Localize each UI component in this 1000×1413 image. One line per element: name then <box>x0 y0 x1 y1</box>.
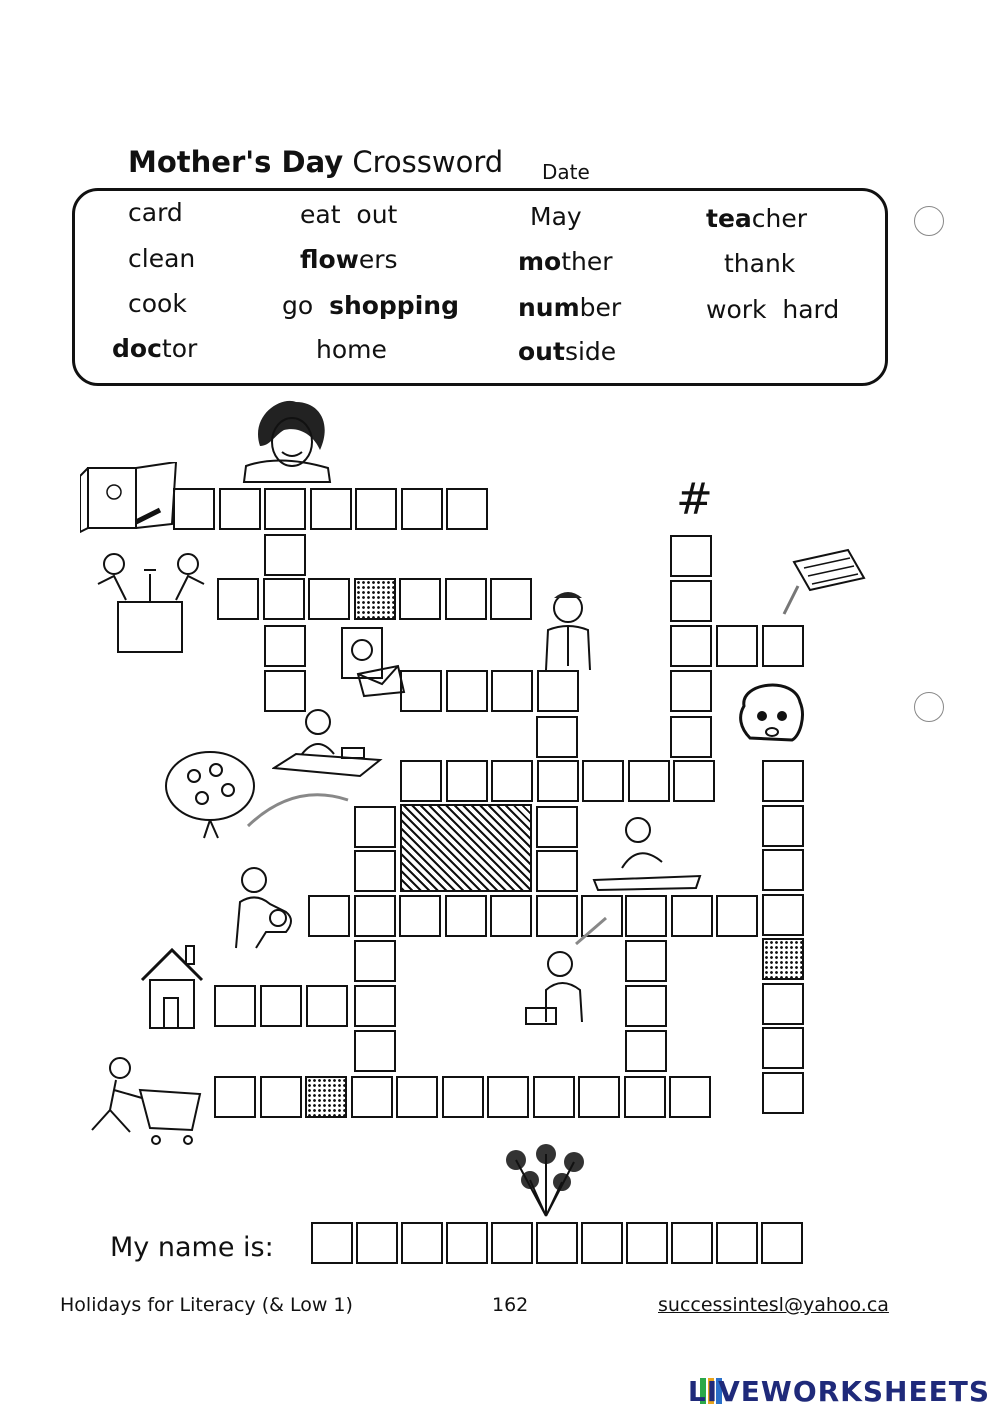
page-title <box>128 145 503 179</box>
crossword-cell[interactable] <box>491 760 533 802</box>
crossword-cell[interactable] <box>762 760 804 802</box>
crossword-cell[interactable] <box>716 1222 758 1264</box>
crossword-cell[interactable] <box>260 1076 302 1118</box>
crossword-cell[interactable] <box>354 985 396 1027</box>
crossword-cell[interactable] <box>537 760 579 802</box>
crossword-cell[interactable] <box>761 1222 803 1264</box>
crossword-cell[interactable] <box>625 985 667 1027</box>
shopping-cart-picture <box>80 1054 208 1146</box>
crossword-cell[interactable] <box>308 895 350 937</box>
crossword-cell[interactable] <box>401 1222 443 1264</box>
calendar-picture <box>770 544 866 620</box>
word-bank-item: clean <box>128 244 196 273</box>
binder-hole <box>914 206 944 236</box>
crossword-cell[interactable] <box>310 488 352 530</box>
crossword-cell[interactable] <box>716 625 758 667</box>
word-bank-item: home <box>316 335 387 364</box>
crossword-cell[interactable] <box>400 670 442 712</box>
crossword-cell[interactable] <box>533 1076 575 1118</box>
crossword-cell[interactable] <box>582 760 624 802</box>
crossword-cell[interactable] <box>671 1222 713 1264</box>
crossword-cell[interactable] <box>537 670 579 712</box>
crossword-cell[interactable] <box>399 578 441 620</box>
crossword-cell[interactable] <box>354 940 396 982</box>
crossword-cell[interactable] <box>670 716 712 758</box>
roses-picture <box>494 1140 598 1220</box>
restaurant-couple-picture <box>84 544 220 660</box>
word-bank-item: cook <box>128 289 187 318</box>
cleaning-floor-picture <box>592 812 704 892</box>
crossword-cell[interactable] <box>670 625 712 667</box>
crossword-cell[interactable] <box>445 578 487 620</box>
word-bank-item: card <box>128 198 183 227</box>
doctor-picture <box>536 586 600 672</box>
crossword-cell[interactable] <box>401 488 443 530</box>
crossword-blank-cell <box>305 1076 347 1118</box>
footer-book-title: Holidays for Literacy (& Low 1) <box>60 1294 353 1316</box>
mother-face-picture <box>240 396 340 484</box>
crossword-cell[interactable] <box>762 894 804 936</box>
footer-page-number: 162 <box>492 1294 529 1316</box>
crossword-cell[interactable] <box>214 1076 256 1118</box>
crossword-cell[interactable] <box>581 1222 623 1264</box>
binder-hole <box>914 692 944 722</box>
crossword-cell[interactable] <box>628 760 670 802</box>
crossword-cell[interactable] <box>536 716 578 758</box>
crossword-cell[interactable] <box>669 1076 711 1118</box>
title-bold-part: Mother's Day <box>128 145 344 179</box>
crossword-cell[interactable] <box>578 1076 620 1118</box>
word-bank-item: work hard <box>706 295 840 324</box>
my-name-label: My name is: <box>110 1232 274 1263</box>
crossword-cell[interactable] <box>311 1222 353 1264</box>
word-bank-item: flowers <box>300 245 398 274</box>
date-label: Date <box>542 160 590 184</box>
crossword-cell[interactable] <box>670 535 712 577</box>
crossword-cell[interactable] <box>490 578 532 620</box>
liveworksheets-brand[interactable]: LIVEWORKSHEETS <box>687 1375 990 1408</box>
tired-woman-picture <box>730 676 810 758</box>
crossword-cell[interactable] <box>536 1222 578 1264</box>
crossword-cell[interactable] <box>351 1076 393 1118</box>
cooking-woman-picture <box>518 914 618 1032</box>
crossword-cell[interactable] <box>446 1222 488 1264</box>
crossword-cell[interactable] <box>491 1222 533 1264</box>
crossword-cell[interactable] <box>400 760 442 802</box>
word-bank-item: teacher <box>706 204 808 233</box>
crossword-cell[interactable] <box>219 488 261 530</box>
crossword-cell[interactable] <box>624 1076 666 1118</box>
crossword-cell[interactable] <box>354 895 396 937</box>
crossword-blank-cell <box>354 578 396 620</box>
word-bank-item: eat out <box>300 200 398 229</box>
crossword-cell[interactable] <box>446 488 488 530</box>
crossword-cell[interactable] <box>306 985 348 1027</box>
crossword-cell[interactable] <box>487 1076 529 1118</box>
title-rest-part: Crossword <box>352 145 504 179</box>
word-bank-item: thank <box>724 249 796 278</box>
crossword-cell[interactable] <box>625 895 667 937</box>
crossword-cell[interactable] <box>671 895 713 937</box>
crossword-cell[interactable] <box>762 625 804 667</box>
word-bank-item: mother <box>518 247 613 276</box>
crossword-blank-cell <box>762 938 804 980</box>
crossword-cell[interactable] <box>445 895 487 937</box>
crossword-cell[interactable] <box>762 805 804 847</box>
word-bank-item: go shopping <box>282 291 459 320</box>
crossword-cell[interactable] <box>354 1030 396 1072</box>
word-bank-item: May <box>530 202 582 231</box>
crossword-cell[interactable] <box>670 670 712 712</box>
crossword-cell[interactable] <box>396 1076 438 1118</box>
crossword-cell[interactable] <box>260 985 302 1027</box>
crossword-cell[interactable] <box>354 806 396 848</box>
word-bank-item: outside <box>518 337 617 366</box>
crossword-cell[interactable] <box>356 1222 398 1264</box>
flower-bush-picture <box>164 746 354 842</box>
crossword-cell[interactable] <box>263 578 305 620</box>
crossword-cell[interactable] <box>308 578 350 620</box>
crossword-cell[interactable] <box>762 1027 804 1069</box>
card-envelope-picture <box>338 626 406 698</box>
open-window-picture <box>80 462 180 534</box>
crossword-cell[interactable] <box>762 849 804 891</box>
crossword-cell[interactable] <box>264 534 306 576</box>
footer-email-link[interactable]: successintesl@yahoo.ca <box>658 1294 889 1316</box>
crossword-cell[interactable] <box>446 670 488 712</box>
crossword-cell[interactable] <box>264 488 306 530</box>
crossword-cell[interactable] <box>626 1222 668 1264</box>
crossword-cell[interactable] <box>673 760 715 802</box>
crossword-cell[interactable] <box>355 488 397 530</box>
crossword-cell[interactable] <box>716 895 758 937</box>
crossword-cell[interactable] <box>442 1076 484 1118</box>
crossword-cell[interactable] <box>536 806 578 848</box>
crossword-cell[interactable] <box>670 580 712 622</box>
crossword-cell[interactable] <box>264 625 306 667</box>
shaded-block <box>400 804 532 892</box>
word-bank-item: number <box>518 293 622 322</box>
crossword-cell[interactable] <box>625 940 667 982</box>
crossword-cell[interactable] <box>762 983 804 1025</box>
crossword-cell[interactable] <box>214 985 256 1027</box>
number-hash-symbol: # <box>676 474 713 525</box>
crossword-cell[interactable] <box>491 670 533 712</box>
mother-baby-picture <box>226 862 302 952</box>
house-picture <box>134 940 210 1032</box>
word-bank-item: doctor <box>112 334 198 363</box>
crossword-cell[interactable] <box>536 850 578 892</box>
crossword-cell[interactable] <box>399 895 441 937</box>
crossword-cell[interactable] <box>446 760 488 802</box>
crossword-cell[interactable] <box>625 1030 667 1072</box>
crossword-cell[interactable] <box>217 578 259 620</box>
crossword-cell[interactable] <box>762 1072 804 1114</box>
crossword-cell[interactable] <box>354 850 396 892</box>
